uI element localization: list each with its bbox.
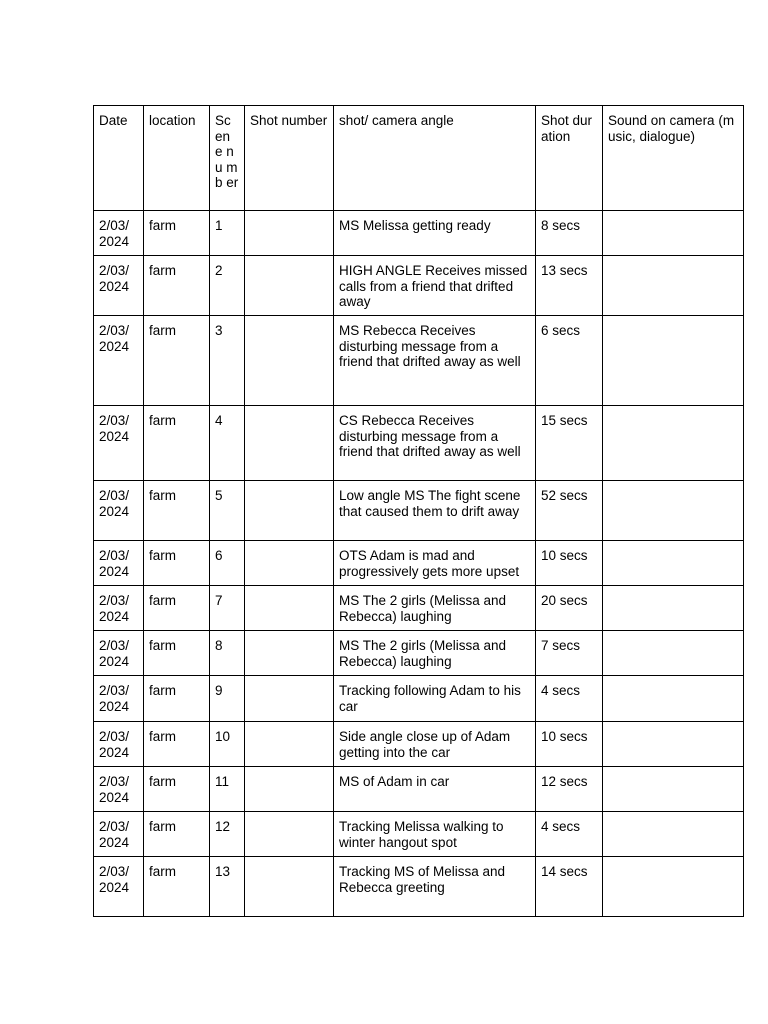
- cell-date: 2/03/ 2024: [94, 316, 144, 406]
- cell-location: farm: [144, 211, 210, 256]
- cell-date: 2/03/ 2024: [94, 722, 144, 767]
- cell-scene-number: 11: [210, 767, 245, 812]
- cell-scene-number: 1: [210, 211, 245, 256]
- cell-shot-number: [245, 316, 334, 406]
- cell-sound: [603, 722, 744, 767]
- cell-sound: [603, 541, 744, 586]
- cell-location: farm: [144, 857, 210, 917]
- cell-shot-number: [245, 481, 334, 541]
- cell-location: farm: [144, 256, 210, 316]
- cell-camera-angle: HIGH ANGLE Receives missed calls from a friend that drifted away: [334, 256, 536, 316]
- cell-shot-number: [245, 812, 334, 857]
- cell-camera-angle: Tracking following Adam to his car: [334, 676, 536, 722]
- cell-shot-number: [245, 256, 334, 316]
- cell-shot-duration: 4 secs: [536, 812, 603, 857]
- cell-location: farm: [144, 406, 210, 481]
- cell-location: farm: [144, 316, 210, 406]
- header-scene-number: Sc en e nu mb er: [210, 106, 245, 211]
- cell-shot-number: [245, 541, 334, 586]
- cell-sound: [603, 481, 744, 541]
- cell-date: 2/03/ 2024: [94, 676, 144, 722]
- table-row: [94, 857, 744, 917]
- header-shot-number: Shot number: [245, 106, 334, 211]
- cell-date: 2/03/ 2024: [94, 631, 144, 676]
- table-row: [94, 631, 744, 676]
- cell-camera-angle: MS The 2 girls (Melissa and Rebecca) laughing: [334, 631, 536, 676]
- cell-scene-number: 10: [210, 722, 245, 767]
- cell-sound: [603, 812, 744, 857]
- cell-location: farm: [144, 812, 210, 857]
- header-sound: Sound on camera (music, dialogue): [603, 106, 744, 211]
- cell-camera-angle: MS Melissa getting ready: [334, 211, 536, 256]
- table-row: [94, 541, 744, 586]
- table-row: [94, 767, 744, 812]
- cell-shot-duration: 8 secs: [536, 211, 603, 256]
- cell-camera-angle: Tracking MS of Melissa and Rebecca greeting: [334, 857, 536, 917]
- shot-list-table: [93, 105, 744, 917]
- cell-shot-duration: 10 secs: [536, 541, 603, 586]
- cell-sound: [603, 256, 744, 316]
- cell-camera-angle: MS Rebecca Receives disturbing message from a friend that drifted away as well: [334, 316, 536, 406]
- cell-scene-number: 13: [210, 857, 245, 917]
- cell-shot-number: [245, 722, 334, 767]
- cell-shot-duration: 20 secs: [536, 586, 603, 631]
- cell-date: 2/03/ 2024: [94, 256, 144, 316]
- cell-location: farm: [144, 722, 210, 767]
- cell-date: 2/03/ 2024: [94, 586, 144, 631]
- table-row: [94, 316, 744, 406]
- cell-shot-duration: 4 secs: [536, 676, 603, 722]
- cell-shot-number: [245, 211, 334, 256]
- cell-shot-number: [245, 767, 334, 812]
- cell-location: farm: [144, 541, 210, 586]
- table-header-row: [94, 106, 744, 211]
- cell-sound: [603, 211, 744, 256]
- cell-location: farm: [144, 481, 210, 541]
- cell-shot-number: [245, 676, 334, 722]
- cell-shot-number: [245, 586, 334, 631]
- cell-date: 2/03/ 2024: [94, 812, 144, 857]
- cell-location: farm: [144, 767, 210, 812]
- cell-camera-angle: Side angle close up of Adam getting into the car: [334, 722, 536, 767]
- cell-location: farm: [144, 631, 210, 676]
- cell-date: 2/03/ 2024: [94, 211, 144, 256]
- cell-shot-duration: 7 secs: [536, 631, 603, 676]
- cell-sound: [603, 586, 744, 631]
- cell-sound: [603, 406, 744, 481]
- table-row: [94, 256, 744, 316]
- cell-scene-number: 2: [210, 256, 245, 316]
- cell-location: farm: [144, 586, 210, 631]
- header-camera-angle: shot/ camera angle: [334, 106, 536, 211]
- cell-shot-number: [245, 631, 334, 676]
- cell-sound: [603, 316, 744, 406]
- cell-scene-number: 8: [210, 631, 245, 676]
- cell-shot-duration: 14 secs: [536, 857, 603, 917]
- cell-date: 2/03/ 2024: [94, 406, 144, 481]
- header-location: location: [144, 106, 210, 211]
- cell-scene-number: 9: [210, 676, 245, 722]
- table-row: [94, 586, 744, 631]
- cell-sound: [603, 857, 744, 917]
- table-body: [94, 211, 744, 917]
- table-row: [94, 211, 744, 256]
- cell-scene-number: 6: [210, 541, 245, 586]
- cell-shot-duration: 15 secs: [536, 406, 603, 481]
- cell-shot-number: [245, 857, 334, 917]
- cell-shot-duration: 13 secs: [536, 256, 603, 316]
- cell-sound: [603, 676, 744, 722]
- cell-camera-angle: CS Rebecca Receives disturbing message from a friend that drifted away as well: [334, 406, 536, 481]
- cell-shot-duration: 10 secs: [536, 722, 603, 767]
- cell-camera-angle: Tracking Melissa walking to winter hangout spot: [334, 812, 536, 857]
- cell-date: 2/03/ 2024: [94, 481, 144, 541]
- cell-shot-number: [245, 406, 334, 481]
- cell-sound: [603, 631, 744, 676]
- cell-scene-number: 7: [210, 586, 245, 631]
- cell-date: 2/03/ 2024: [94, 857, 144, 917]
- header-date: Date: [94, 106, 144, 211]
- table-row: [94, 676, 744, 722]
- cell-date: 2/03/ 2024: [94, 541, 144, 586]
- cell-scene-number: 5: [210, 481, 245, 541]
- table-row: [94, 481, 744, 541]
- table-row: [94, 812, 744, 857]
- cell-sound: [603, 767, 744, 812]
- cell-scene-number: 4: [210, 406, 245, 481]
- cell-date: 2/03/ 2024: [94, 767, 144, 812]
- cell-shot-duration: 6 secs: [536, 316, 603, 406]
- cell-camera-angle: Low angle MS The fight scene that caused them to drift away: [334, 481, 536, 541]
- cell-scene-number: 3: [210, 316, 245, 406]
- table-row: [94, 406, 744, 481]
- cell-scene-number: 12: [210, 812, 245, 857]
- cell-camera-angle: OTS Adam is mad and progressively gets more upset: [334, 541, 536, 586]
- cell-camera-angle: MS of Adam in car: [334, 767, 536, 812]
- cell-shot-duration: 12 secs: [536, 767, 603, 812]
- table-row: [94, 722, 744, 767]
- cell-location: farm: [144, 676, 210, 722]
- cell-shot-duration: 52 secs: [536, 481, 603, 541]
- header-shot-duration: Shot duration: [536, 106, 603, 211]
- cell-camera-angle: MS The 2 girls (Melissa and Rebecca) laughing: [334, 586, 536, 631]
